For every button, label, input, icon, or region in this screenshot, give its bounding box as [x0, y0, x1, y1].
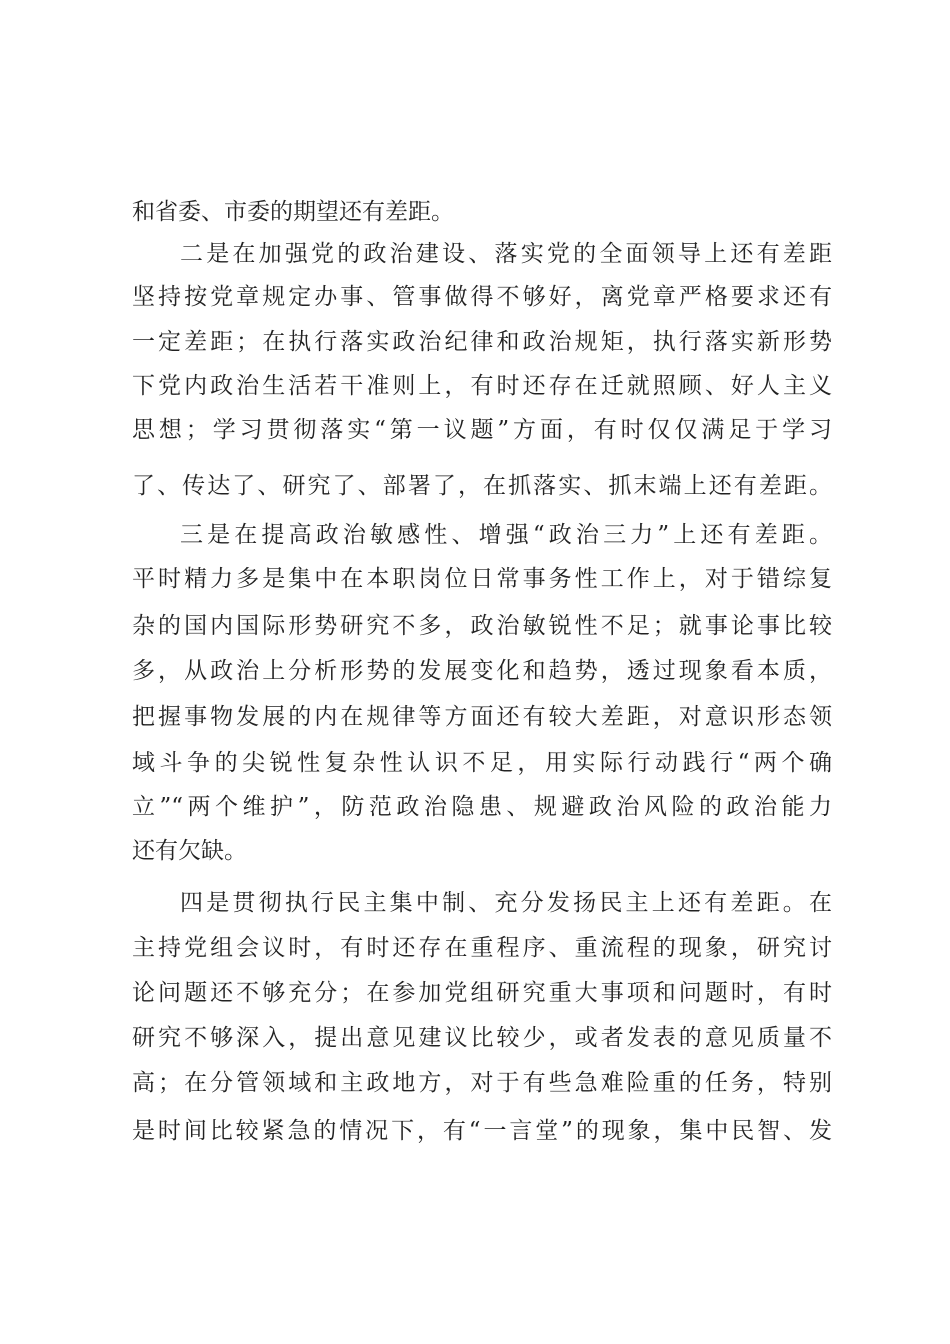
paragraph-line: 二是在加强党的政治建设、落实党的全面领导上还有差距: [180, 241, 832, 267]
paragraph-line: 一定差距；在执行落实政治纪律和政治规矩，执行落实新形势: [132, 329, 832, 355]
paragraph-line: 思想；学习贯彻落实“第一议题”方面，有时仅仅满足于学习: [132, 417, 832, 443]
paragraph-line: 平时精力多是集中在本职岗位日常事务性工作上，对于错综复: [132, 566, 832, 592]
paragraph-line: 主持党组会议时，有时还存在重程序、重流程的现象，研究讨: [132, 935, 832, 961]
paragraph-line: 四是贯彻执行民主集中制、充分发扬民主上还有差距。在: [180, 890, 832, 916]
paragraph-line: 多，从政治上分析形势的发展变化和趋势，透过现象看本质，: [132, 658, 832, 684]
paragraph-line: 研究不够深入，提出意见建议比较少，或者发表的意见质量不: [132, 1025, 832, 1051]
paragraph-line: 坚持按党章规定办事、管事做得不够好，离党章严格要求还有: [132, 284, 832, 310]
paragraph-line: 是时间比较紧急的情况下，有“一言堂”的现象，集中民智、发: [132, 1118, 832, 1144]
paragraph-line: 杂的国内国际形势研究不多，政治敏锐性不足；就事论事比较: [132, 613, 832, 639]
paragraph-line: 把握事物发展的内在规律等方面还有较大差距，对意识形态领: [132, 704, 832, 730]
paragraph-line: 还有欠缺。: [132, 838, 247, 864]
paragraph-line: 三是在提高政治敏感性、增强“政治三力”上还有差距。: [180, 522, 832, 548]
paragraph-line: 了、传达了、研究了、部署了，在抓落实、抓末端上还有差距。: [132, 473, 832, 499]
paragraph-line: 下党内政治生活若干准则上，有时还存在迁就照顾、好人主义: [132, 373, 832, 399]
paragraph-line: 论问题还不够充分；在参加党组研究重大事项和问题时，有时: [132, 980, 832, 1006]
paragraph-line: 高；在分管领域和主政地方，对于有些急难险重的任务，特别: [132, 1070, 832, 1096]
paragraph-line: 域斗争的尖锐性复杂性认识不足，用实际行动践行“两个确: [132, 750, 832, 776]
paragraph-line: 和省委、市委的期望还有差距。: [132, 199, 454, 225]
paragraph-line: 立”“两个维护”，防范政治隐患、规避政治风险的政治能力: [132, 794, 832, 820]
